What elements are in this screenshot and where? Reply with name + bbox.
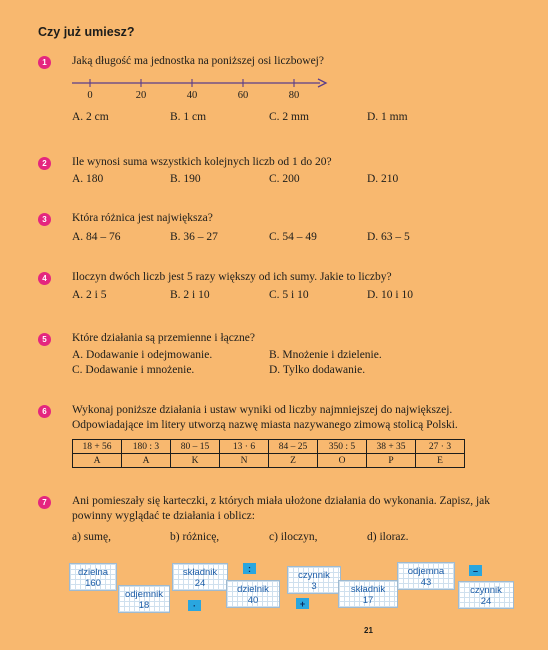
question-text-line-1: Wykonaj poniższe działania i ustaw wyniki od liczby najmniejszej do największej. xyxy=(72,404,453,416)
letter-cell: K xyxy=(171,454,220,468)
operator-chip[interactable]: + xyxy=(296,598,309,609)
card-value: 17 xyxy=(362,595,374,606)
answer-option-b[interactable]: B. 36 – 27 xyxy=(170,231,218,243)
question-number-badge: 3 xyxy=(38,213,51,226)
answer-option-d[interactable]: D. 10 i 10 xyxy=(367,289,413,301)
note-card[interactable] xyxy=(118,585,170,613)
letter-cell: Z xyxy=(269,454,318,468)
note-card[interactable] xyxy=(226,580,280,608)
expression-cell: 18 + 56 xyxy=(73,440,122,454)
note-card[interactable] xyxy=(338,580,398,608)
answer-option-b[interactable]: B. 2 i 10 xyxy=(170,289,210,301)
expression-cell: 80 – 15 xyxy=(171,440,220,454)
page-number: 21 xyxy=(364,626,373,635)
letter-cell: A xyxy=(73,454,122,468)
number-line xyxy=(70,76,330,90)
expression-cell: 84 – 25 xyxy=(269,440,318,454)
axis-tick-label: 80 xyxy=(288,90,300,101)
expression-cell: 13 · 6 xyxy=(220,440,269,454)
answer-option-d[interactable]: D. 63 – 5 xyxy=(367,231,410,243)
letter-cell: E xyxy=(416,454,465,468)
question-text-line-2: powinny wyglądać te działania i oblicz: xyxy=(72,510,255,522)
answer-option-b[interactable]: B. 1 cm xyxy=(170,111,207,123)
card-label: składnik xyxy=(350,584,386,595)
section-heading: Czy już umiesz? xyxy=(38,25,135,39)
note-card[interactable] xyxy=(397,562,455,590)
code-table xyxy=(72,439,465,468)
answer-option-c[interactable]: C. 2 mm xyxy=(269,111,309,123)
card-label: składnik xyxy=(182,567,218,578)
letter-cell: N xyxy=(220,454,269,468)
answer-option-a[interactable]: A. Dodawanie i odejmowanie. xyxy=(72,349,213,361)
answer-option-a[interactable]: A. 2 cm xyxy=(72,111,109,123)
task-part-c: c) iloczyn, xyxy=(269,531,318,543)
axis-tick-label: 60 xyxy=(237,90,249,101)
card-label: dzielnik xyxy=(237,584,269,595)
question-number-badge: 2 xyxy=(38,157,51,170)
card-label: odjemna xyxy=(407,566,445,577)
operator-chip[interactable]: : xyxy=(243,563,256,574)
card-value: 3 xyxy=(311,581,317,592)
answer-option-c[interactable]: C. 54 – 49 xyxy=(269,231,317,243)
card-label: czynnik xyxy=(470,585,502,596)
question-number-badge: 4 xyxy=(38,272,51,285)
letters-row xyxy=(73,454,465,468)
answer-option-b[interactable]: B. 190 xyxy=(170,173,201,185)
expression-cell: 180 : 3 xyxy=(122,440,171,454)
card-value: 160 xyxy=(85,578,101,589)
note-card[interactable] xyxy=(287,566,341,594)
question-text: Które działania są przemienne i łączne? xyxy=(72,332,255,344)
card-value: 18 xyxy=(138,600,150,611)
answer-option-b[interactable]: B. Mnożenie i dzielenie. xyxy=(269,349,382,361)
axis-tick-label: 40 xyxy=(186,90,198,101)
note-card[interactable] xyxy=(458,581,514,609)
question-number-badge: 7 xyxy=(38,496,51,509)
axis-tick-label: 0 xyxy=(87,90,93,101)
expression-cell: 38 + 35 xyxy=(367,440,416,454)
task-part-d: d) iloraz. xyxy=(367,531,409,543)
question-text: Która różnica jest największa? xyxy=(72,212,213,224)
card-value: 24 xyxy=(194,578,206,589)
card-value: 24 xyxy=(480,596,492,607)
question-text: Ile wynosi suma wszystkich kolejnych liczb od 1 do 20? xyxy=(72,156,332,168)
answer-option-d[interactable]: D. Tylko dodawanie. xyxy=(269,364,366,376)
expression-cell: 350 : 5 xyxy=(318,440,367,454)
expressions-row xyxy=(73,440,465,454)
answer-option-a[interactable]: A. 84 – 76 xyxy=(72,231,121,243)
question-text: Jaką długość ma jednostka na poniższej osi liczbowej? xyxy=(72,55,324,67)
question-number-badge: 1 xyxy=(38,56,51,69)
answer-option-d[interactable]: D. 1 mm xyxy=(367,111,408,123)
question-text: Iloczyn dwóch liczb jest 5 razy większy od ich sumy. Jakie to liczby? xyxy=(72,271,392,283)
card-label: dzielna xyxy=(77,567,109,578)
operator-chip[interactable]: · xyxy=(188,600,201,611)
letter-cell: A xyxy=(122,454,171,468)
card-label: odjemnik xyxy=(124,589,164,600)
answer-option-c[interactable]: C. 5 i 10 xyxy=(269,289,309,301)
question-text-line-2: Odpowiadające im litery utworzą nazwę miasta nazywanego zimową stolicą Polski. xyxy=(72,419,458,431)
note-card[interactable] xyxy=(69,563,117,591)
expression-cell: 27 · 3 xyxy=(416,440,465,454)
answer-option-d[interactable]: D. 210 xyxy=(367,173,399,185)
question-text-line-1: Ani pomieszały się karteczki, z których miała ułożone działania do wykonania. Zapisz, jak xyxy=(72,495,491,507)
card-label: czynnik xyxy=(298,570,330,581)
question-number-badge: 5 xyxy=(38,333,51,346)
card-value: 43 xyxy=(420,577,432,588)
task-part-a: a) sumę, xyxy=(72,531,111,543)
letter-cell: O xyxy=(318,454,367,468)
task-part-b: b) różnicę, xyxy=(170,531,220,543)
note-card[interactable] xyxy=(172,563,228,591)
question-number-badge: 6 xyxy=(38,405,51,418)
answer-option-a[interactable]: A. 2 i 5 xyxy=(72,289,107,301)
answer-option-c[interactable]: C. 200 xyxy=(269,173,300,185)
answer-option-a[interactable]: A. 180 xyxy=(72,173,104,185)
axis-tick-label: 20 xyxy=(135,90,147,101)
letter-cell: P xyxy=(367,454,416,468)
card-value: 40 xyxy=(247,595,259,606)
answer-option-c[interactable]: C. Dodawanie i mnożenie. xyxy=(72,364,195,376)
operator-chip[interactable]: – xyxy=(469,565,482,576)
